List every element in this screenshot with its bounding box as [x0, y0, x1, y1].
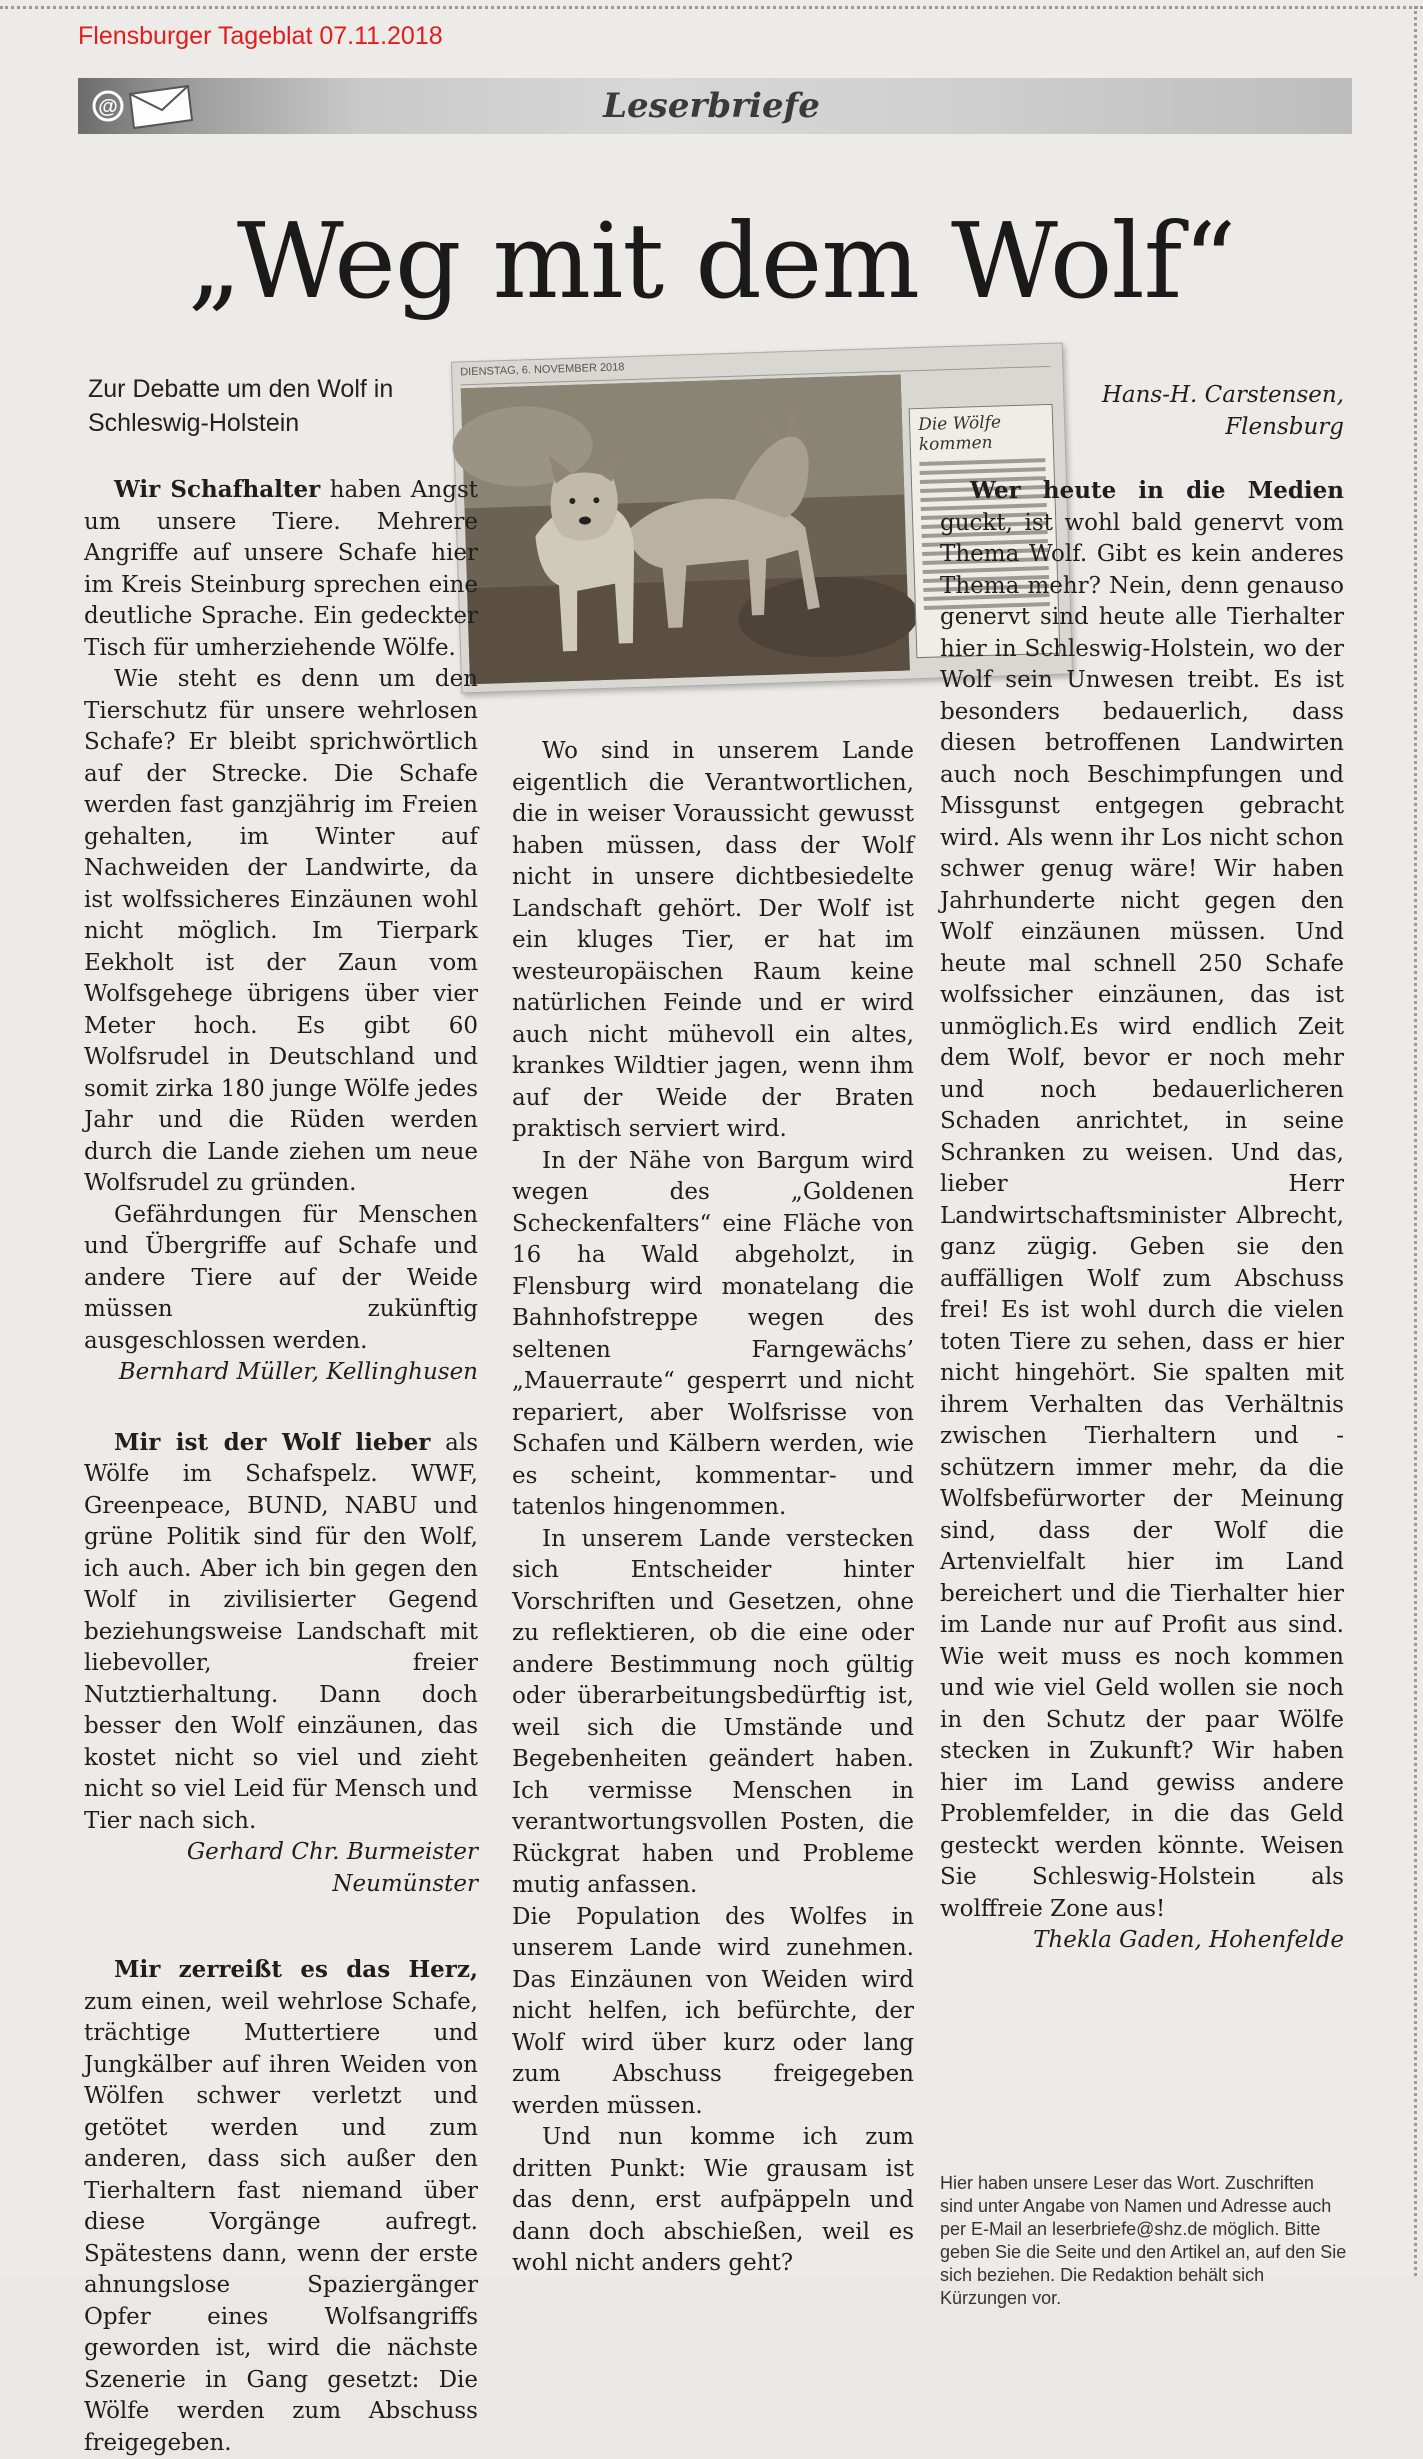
letter-1-signature: Bernhard Müller, Kellinghusen — [118, 1359, 478, 1385]
wolves-photo — [461, 375, 910, 685]
section-title: Leserbriefe — [603, 86, 820, 126]
clipping-infobox-title: Die Wölfe kommen — [917, 412, 1002, 456]
letter-4-lead: Wer heute in die Medien — [970, 477, 1344, 504]
letter-3-paragraph: In der Nähe von Bargum wird wegen des „Goldenen Scheckenfalters“ eine Fläche von 16 ha Wald abgeholzt, in Flensburg wird monatelang die Bahnhofstreppe wegen des seltenen Farngewächs’ „Mauerraute“ gesperrt und nicht repariert, aber Wolfsrisse von Schafen und Kälbern werden, wie es scheint, kommentar- und tatenlos hingenommen. — [512, 1147, 914, 1520]
letter-3-paragraph: Und nun komme ich zum dritten Punkt: Wie grausam ist das denn, erst aufpäppeln und dann doch abschießen, weil es wohl nicht anders geht? — [512, 2124, 914, 2276]
letter-2-signature-line1: Gerhard Chr. Burmeister — [186, 1839, 478, 1865]
letter-1-paragraph: Wie steht es denn um den Tierschutz für unsere wehrlosen Schafe? Er bleibt sprichwörtlich auf der Strecke. Die Schafe werden fast ganzjährig im Freien gehalten, im Winter auf Nachweiden der Landwirte, da ist wolfssicheres Einzäunen wohl nicht möglich. Im Tierpark Eekholt ist der Zaun vom Wolfsgehege übrigens über vier Meter hoch. Es gibt 60 Wolfsrudel in Deutschland und somit zirka 180 junge Wölfe jedes Jahr und die Rüden werden durch die Lande ziehen um neue Wolfsrudel zu gründen. — [84, 666, 479, 1196]
clipping-header: DIENSTAG, 6. NOVEMBER 2018 — [460, 348, 1050, 386]
letter-2-lead: Mir ist der Wolf lieber — [114, 1428, 431, 1456]
letter-2-paragraph: Mir ist der Wolf lieber als Wölfe im Schafspelz. WWF, Greenpeace, BUND, NABU und grüne Politik sind für den Wolf, ich auch. Aber ich bin gegen den Wolf in zivilisierter Gegend beziehungsweise Landschaft mit liebevoller, freier Nutztierhaltung. Dann doch besser den Wolf einzäunen, das kostet nicht so viel und zieht nicht so viel Leid für Mensch und Tier nach sich. — [84, 1428, 479, 1834]
column-1 — [84, 474, 478, 2459]
headline: „Weg mit dem Wolf“ — [187, 200, 1236, 322]
column-2 — [512, 736, 914, 2280]
editorial-note: Hier haben unsere Leser das Wort. Zuschriften sind unter Angabe von Namen und Adresse auch per E-Mail an leserbriefe@shz.de möglich. Bitte geben Sie die Seite und den Artikel an, auf den Sie sich beziehen. Die Redaktion behält sich Kürzungen vor. — [940, 2173, 1347, 2308]
letter-4-signature: Thekla Gaden, Hohenfelde — [1033, 1927, 1344, 1953]
letter-3-paragraph: In unserem Lande verstecken sich Entscheider hinter Vorschriften und Gesetzen, ohne zu reflektieren, ob die eine oder andere Bestimmung noch gültig oder überarbeitungsbedürftig ist, weil sich die Umstände und Begebenheiten geändert haben. Ich vermisse Menschen in verantwortungsvollen Posten, die Rückgrat haben und Probleme mutig anfassen. — [512, 1525, 914, 1898]
source-note: Flensburger Tageblat 07.11.2018 — [78, 22, 443, 50]
subtitle: Zur Debatte um den Wolf in Schleswig-Holstein — [88, 375, 394, 437]
crop-border-top — [0, 6, 1423, 9]
letter-1-lead: Wir Schafhalter — [114, 476, 321, 503]
letter-3-signature-line2: Flensburg — [1225, 413, 1344, 440]
letter-3-paragraph: Wo sind in unserem Lande eigentlich die Verantwortlichen, die in weiser Voraussicht gewusst haben müssen, dass der Wolf nicht in unsere dichtbesiedelte Landschaft gehört. Der Wolf ist ein kluges Tier, er hat im westeuropäischen Raum keine natürlichen Feinde und er wird auch nicht mühevoll ein altes, krankes Wildtier jagen, wenn ihm auf der Weide der Braten praktisch serviert wird. — [512, 738, 914, 1142]
crop-border-right — [1414, 6, 1417, 2276]
letter-3-paragraph: Mir zerreißt es das Herz, zum einen, weil wehrlose Schafe, trächtige Muttertiere und Jungkälber auf ihren Weiden von Wölfen schwer verletzt und getötet werden und zum anderen, dass sich außer den Tierhaltern fast niemand über diese Vorgänge aufregt. Spätestens dann, wenn der erste ahnungslose Spaziergänger Opfer eines Wolfsangriffs geworden ist, wird die nächste Szenerie in Gang gesetzt: Die Wölfe werden zum Abschuss freigegeben. — [84, 1956, 478, 2456]
letter-3-lead: Mir zerreißt es das Herz, — [114, 1956, 478, 1983]
column-3 — [940, 380, 1344, 1981]
letter-1-paragraph: Gefährdungen für Menschen und Übergriffe auf Schafe und andere Tiere auf der Weide müssen zukünftig ausgeschlossen werden. — [84, 1201, 478, 1354]
letter-3-paragraph: Die Population des Wolfes in unserem Lande wird zunehmen. Das Einzäunen von Weiden wird nicht helfen, ich befürchte, der Wolf wird über kurz oder lang zum Abschuss freigegeben werden müssen. — [512, 1903, 914, 2119]
letter-3-signature-line1: Hans-H. Carstensen, — [1101, 382, 1344, 408]
letter-1-paragraph: Wir Schafhalter haben Angst um unsere Tiere. Mehrere Angriffe auf unsere Schafe hier im Kreis Steinburg sprechen eine deutliche Sprache. Ein gedeckter Tisch für umherziehende Wölfe. — [84, 476, 478, 661]
letter-2-signature-line2: Neumünster — [332, 1870, 478, 1897]
letter-4-paragraph: Wer heute in die Medien guckt, ist wohl bald genervt vom Thema Wolf. Gibt es kein anderes Thema mehr? Nein, denn genauso genervt sind heute alle Tierhalter hier in Schleswig-Holstein, wo der Wolf sein Unwesen treibt. Es ist besonders bedauerlich, dass diesen betroffenen Landwirten auch noch Beschimpfungen und Missgunst entgegen gebracht wird. Als wenn ihr Los nicht schon schwer genug wäre! Wir haben Jahrhunderte nicht gegen den Wolf einzäunen müssen. Und heute mal schnell 250 Schafe wolfssicher einzäunen, das ist unmöglich.Es wird endlich Zeit dem Wolf, bevor er noch mehr und noch bedauerlicheren Schaden anrichtet, in seine Schranken zu weisen. Und das, lieber Herr Landwirtschaftsminister Albrecht, ganz zügig. Geben sie den auffälligen Wolf zum Abschuss frei! Es ist wohl durch die vielen toten Tiere zu sehen, dass er hier nicht hingehört. Sie spalten mit ihrem Verhalten das Verhältnis zwischen Tierhaltern und -schützern immer mehr, da die Wolfsbefürworter der Meinung sind, dass der Wolf die Artenvielfalt hier im Land bereichert und die Tierhalter hier im Lande nur auf Profit aus sind. Wie weit muss es noch kommen und wie viel Geld wollen sie noch in den Schutz der paar Wölfe stecken in Zukunft? Wir haben hier im Land gewiss andere Problemfelder, in die das Geld gesteckt werden könnte. Weisen Sie Schleswig-Holstein als wolffreie Zone aus! — [940, 477, 1344, 1922]
svg-text:@: @ — [98, 96, 118, 118]
